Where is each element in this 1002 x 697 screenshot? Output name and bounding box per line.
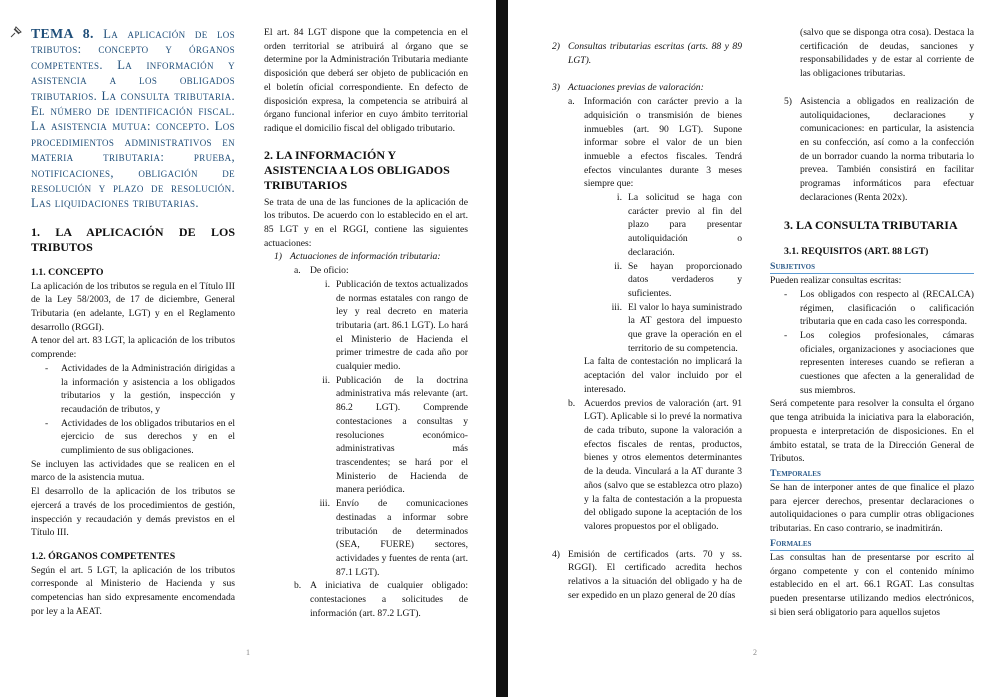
valoracion-item-a-ii: ii. Se hayan proporcionado datos verdaderos y suficientes. <box>614 260 742 299</box>
valoracion-item-a: a. Información con carácter previo a la adquisición o transmisión de bienes inmuebles (art. 90 LGT). Supone informar sobre el valor de un bien inmueble a efectos fiscales. Tendrá efectos vinculantes durante 3 meses siempre que: <box>568 96 742 190</box>
valoracion-item-b: b. Acuerdos previos de valoración (art. 91 LGT). Aplicable si lo prevé la normativa de cada tributo, supone la valoración a efectos fiscales de rentas, productos, bienes y otros elementos determinantes de la deuda. Vinculará a la AT durante 3 años (salvo que se establezca otro plazo) y la falta de contestación a la propuesta del obligado supone la aceptación de los valores propuestos por el obligado. <box>568 397 742 532</box>
heading-organos: 1.2. ÓRGANOS COMPETENTES <box>31 550 176 562</box>
info-item-a-ii: ii. Publicación de la doctrina administrativa más relevante (art. 86.2 LGT). Comprende contestaciones a consultas y resoluciones económico-administrativas más trascendentes; se hará por el Ministerio de Hacienda de manera periódica. <box>322 374 468 496</box>
subjetivos-bullet-1: - Los obligados con respecto al (RECALCA) régimen, clasificación o calificación tributaria que en cada caso les corresponda. <box>784 288 974 328</box>
concepto-paragraph-1: La aplicación de los tributos se regula en el Título III de la Ley 58/2003, de 17 de diciembre, General Tributaria (en adelante, LGT) y en el Reglamento desarrollo (RGGI). <box>31 280 235 333</box>
tema-title: La aplicación de los tributos: concepto y órganos competentes. La información y asistencia a los obligados tributarios. La consulta tributaria. El número de identificación fiscal. La asistencia mutua: concepto. Los procedimientos administrativos en materia tributaria: prueba, notificaciones, obligación de resolución y plazo de resolución. Las liquidaciones tributarias. <box>31 27 236 211</box>
page-number-1: 1 <box>246 648 250 657</box>
valoracion-item-a-i: i. La solicitud se haga con carácter previo al fin del plazo para presentar autoliquidación o declaración. <box>616 192 742 258</box>
formales-paragraph: Las consultas han de presentarse por escrito al órgano competente y con el contenido mínimo establecido en el art. 66.1 RGAT. Las consultas pueden presentarse utilizando medios electrónicos, si bien será obligatorio para aquellos sujetos <box>770 551 974 618</box>
sub-subjetivos: Subjetivos <box>770 261 974 274</box>
heading-informacion: 2. LA INFORMACIÓN Y ASISTENCIA A LOS OBLIGADOS TRIBUTARIOS <box>264 147 450 192</box>
heading-consulta: 3. LA CONSULTA TRIBUTARIA <box>784 218 958 233</box>
organos-paragraph: Según el art. 5 LGT, la aplicación de los tributos corresponde al Ministerio de Hacienda y sus competencias han sido expresamente encomendada por ley a la AEAT. <box>31 564 235 617</box>
subjetivos-bullet-2: - Los colegios profesionales, cámaras oficiales, organizaciones y asociaciones que representen intereses cuando se refieran a cuestiones que afecten a la generalidad de sus miembros. <box>784 329 974 396</box>
page1-left-column <box>31 26 235 618</box>
info-item-a: a. De oficio: <box>294 265 349 277</box>
heading-aplicacion: 1. LA APLICACIÓN DE LOS TRIBUTOS <box>31 224 235 254</box>
info-item-b: b. A iniciativa de cualquier obligado: contestaciones a solicitudes de información (art. 87.2 LGT). <box>294 580 468 619</box>
info-item-a-i: i. Publicación de textos actualizados de normas estatales con rango de ley y real decreto en materia tributaria (art. 86.1 LGT). Lo hará el Ministerio de Hacienda el primer trimestre de cada año por cualquier medio. <box>324 278 468 373</box>
tema-heading <box>31 26 235 212</box>
certificados-continuation: (salvo que se disponga otra cosa). Destaca la certificación de deudas, sanciones y responsabilidades y de estar al corriente de las obligaciones tributarias. <box>800 27 974 80</box>
temporales-paragraph: Se han de interponer antes de que finalice el plazo para ejercer derechos, presentar declaraciones o autoliquidaciones o para cumplir otras obligaciones tributarias. En caso contrario, se inadmitirán. <box>770 481 974 535</box>
page-number-2: 2 <box>753 648 757 657</box>
heading-concepto: 1.1. CONCEPTO <box>31 266 104 278</box>
tema-label: TEMA 8. <box>31 26 94 41</box>
valoracion-item-a-iii: iii. El valor lo haya suministrado la AT gestora del impuesto que grave la operación en el territorio de su competencia. <box>611 301 742 354</box>
info-item-4: 4) Emisión de certificados (arts. 70 y ss. RGGI). El certificado acredita hechos relativos a la situación del obligado y ha de ser expedido en un plazo general de 20 días <box>552 548 742 601</box>
concepto-paragraph-3: Se incluyen las actividades que se realicen en el marco de la asistencia mutua. <box>31 458 235 484</box>
pin-icon <box>10 26 22 38</box>
sub-temporales: Temporales <box>770 468 974 481</box>
document-page-1 <box>0 0 496 697</box>
subjetivos-paragraph-2: Será competente para resolver la consulta el órgano que tenga atribuida la iniciativa para la elaboración, propuesta e interpretación de disposiciones. En el ámbito estatal, se trata de la Dirección General de Tributos. <box>770 398 974 465</box>
concepto-bullet-2: - Actividades de los obligados tributarios en el ejercicio de sus derechos y en el cumplimiento de sus obligaciones. <box>45 417 235 457</box>
page2-right-column <box>770 26 974 619</box>
info-item-3: 3) Actuaciones previas de valoración: <box>552 82 704 94</box>
document-page-2 <box>508 0 1002 697</box>
page-divider <box>496 0 508 697</box>
subjetivos-paragraph-1: Pueden realizar consultas escritas: <box>770 275 902 287</box>
concepto-paragraph-2: A tenor del art. 83 LGT, la aplicación de los tributos comprende: <box>31 335 235 361</box>
concepto-bullet-1: - Actividades de la Administración dirigidas a la información y asistencia a los obligados tributarios y la gestión, inspección y recaudación de tributos, y <box>45 362 235 415</box>
info-item-1: 1) Actuaciones de información tributaria: <box>274 251 441 263</box>
info-item-2: 2) Consultas tributarias escritas (arts. 88 y 89 LGT). <box>552 41 742 66</box>
page1-right-column <box>264 26 468 620</box>
competencia-paragraph: El art. 84 LGT dispone que la competencia en el orden territorial se atribuirá al órgano que se determine por la Administración Tributaria mediante disposición que deberá ser objeto de publicación en el boletín oficial correspondiente. En defecto de disposición expresa, la competencia se atribuirá al órgano funcional inferior en cuyo ámbito territorial radique el domicilio fiscal del obligado tributario. <box>264 27 468 134</box>
valoracion-note: La falta de contestación no implicará la aceptación del valor incluido por el interesado. <box>584 356 742 395</box>
info-item-5: 5) Asistencia a obligados en realización de autoliquidaciones, declaraciones y comunicaciones: en particular, la asistencia en su confección, así como a la confección de un borrador cuando la norma tributaria lo prevea. También consistirá en facilitar programas informáticos para efectuar declaraciones (Renta 202x). <box>784 95 974 203</box>
info-item-a-iii: iii. Envío de comunicaciones destinadas a informar sobre tributación de determinados (SEA, FUERE) sectores, actividades y fuentes de renta (art. 87.1 LGT). <box>319 498 468 578</box>
informacion-paragraph: Se trata de una de las funciones de la aplicación de los tributos. De acuerdo con lo establecido en el art. 85 LGT y en el RGGI, contiene las siguientes actuaciones: <box>264 196 468 249</box>
sub-formales: Formales <box>770 538 974 551</box>
page2-left-column <box>552 40 742 602</box>
heading-requisitos: 3.1. REQUISITOS (ART. 88 LGT) <box>784 246 929 258</box>
concepto-paragraph-4: El desarrollo de la aplicación de los tributos se ejercerá a través de los procedimientos de gestión, inspección y recaudación y demás previstos en el Título III. <box>31 486 235 539</box>
